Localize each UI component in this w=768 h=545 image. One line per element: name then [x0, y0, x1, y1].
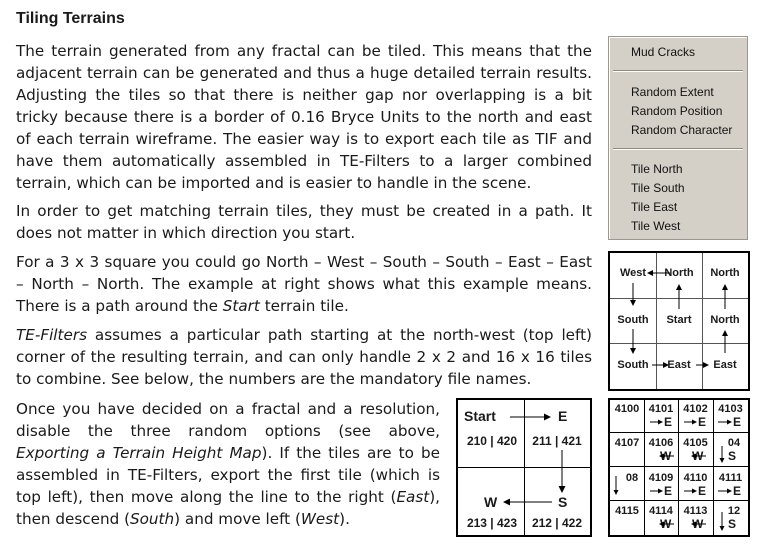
- menu-item-random-character[interactable]: Random Character: [631, 123, 733, 137]
- menu-item-random-extent[interactable]: Random Extent: [631, 85, 714, 99]
- tile-210-420: 210 | 420: [466, 434, 518, 448]
- dir-w: W: [692, 449, 704, 463]
- tile-212-422: 212 | 422: [531, 516, 583, 530]
- west-label: W: [484, 494, 498, 510]
- tile-grid-16x16: [608, 398, 750, 537]
- paragraph-1: The terrain generated from any fractal can be tiled. This means that the adjacent terrain can be generated and thus a huge detailed terrain results. Adjusting the tiles so that there is neither gap nor overlapping is a bit tricky because there is a border of 0.16 Bryce Units to the north and east of each terrain wireframe. The easier way is to export each tile as TIF and have them automatically assembled in TE-Filters to a larger combined terrain, which can be imported and is easier to handle in the scene.: [16, 42, 592, 192]
- doc-title: Tiling Terrains: [16, 10, 125, 27]
- dir-s: S: [728, 449, 737, 463]
- terrain-options-menu: [608, 36, 748, 240]
- grid3-cell-north: North: [710, 267, 740, 279]
- dir-e: E: [664, 415, 673, 429]
- tile-4100: 4100: [614, 403, 640, 415]
- menu-item-mud-cracks[interactable]: Mud Cracks: [631, 45, 696, 59]
- grid3-cell-north: North: [664, 267, 694, 279]
- menu-item-tile-west[interactable]: Tile West: [631, 219, 681, 233]
- tile-4109: 4109: [648, 472, 674, 484]
- paragraph-3: For a 3 x 3 square you could go North – West – South – South – East – East – North – North. The example at right shows what this example means. There is a path around the Start terrain tile.: [16, 253, 592, 315]
- dir-w: W: [660, 517, 672, 531]
- start-label: Start: [464, 408, 496, 424]
- tile-12: 12: [727, 505, 741, 517]
- dir-e: E: [733, 415, 742, 429]
- menu-item-tile-north[interactable]: Tile North: [631, 162, 683, 176]
- menu-separator: [613, 148, 743, 150]
- tile-4110: 4110: [683, 472, 708, 484]
- paragraph-2: In order to get matching terrain tiles, they must be created in a path. It does not matter in which direction you start.: [16, 202, 592, 242]
- dir-e: E: [698, 415, 707, 429]
- tile-4106: 4106: [648, 437, 674, 449]
- dir-w: W: [692, 517, 704, 531]
- path-arrows: [610, 253, 748, 389]
- tile-4103: 4103: [718, 403, 743, 415]
- paragraph-5: Once you have decided on a fractal and a resolution, disable the three random options (see above, Exporting a Terrain Height Map). If the tiles are to be assembled in TE-Filters, export the first tile (which is top left), then move along the line to the right (East), then descend (South) and move left (West).: [16, 400, 440, 528]
- grid3-cell-north: North: [710, 314, 740, 326]
- south-label: S: [558, 494, 568, 510]
- tile-4115: 4115: [615, 505, 639, 517]
- menu-item-tile-south[interactable]: Tile South: [631, 181, 685, 195]
- dir-w: W: [660, 449, 672, 463]
- tile-4113: 4113: [683, 505, 708, 517]
- grid3-cell-east: East: [713, 359, 737, 371]
- tile-4105: 4105: [683, 437, 708, 449]
- grid16-arrows: [610, 400, 748, 535]
- tile-4102: 4102: [683, 403, 708, 415]
- tile-4101: 4101: [648, 403, 674, 415]
- menu-separator: [613, 70, 743, 72]
- export-link-text: Exporting a Terrain Height Map: [16, 444, 262, 462]
- tile-04: 04: [727, 437, 741, 449]
- menu-item-tile-east[interactable]: Tile East: [631, 200, 678, 214]
- grid3-cell-west: West: [619, 267, 647, 279]
- tile-211-421: 211 | 421: [532, 434, 582, 448]
- tile-213-423: 213 | 423: [466, 516, 518, 530]
- tile-4107: 4107: [614, 437, 640, 449]
- tile-08: 08: [625, 472, 639, 484]
- tile-4111: 4111: [718, 472, 743, 484]
- dir-e: E: [664, 484, 673, 498]
- dir-e: E: [698, 484, 707, 498]
- grid3-cell-start: Start: [666, 314, 692, 326]
- paragraph-4: TE-Filters assumes a particular path starting at the north-west (top left) corner of the resulting terrain, and can only handle 2 x 2 and 16 x 16 tiles to combine. See below, the numbers are the mandatory file names.: [16, 326, 592, 388]
- dir-s: S: [728, 517, 737, 531]
- east-label: E: [558, 408, 568, 424]
- tile-path-arrows: [458, 400, 590, 535]
- grid3-cell-east: East: [667, 359, 691, 371]
- start-term: Start: [222, 297, 260, 315]
- dir-e: E: [733, 484, 742, 498]
- te-filters-term: TE-Filters: [16, 326, 87, 344]
- tile-grid-2x2: [456, 398, 592, 537]
- grid3-cell-south: South: [617, 314, 649, 326]
- grid3-cell-south: South: [617, 359, 649, 371]
- path-grid-3x3: [608, 251, 750, 391]
- tile-4114: 4114: [649, 505, 673, 517]
- menu-item-random-position[interactable]: Random Position: [631, 104, 723, 118]
